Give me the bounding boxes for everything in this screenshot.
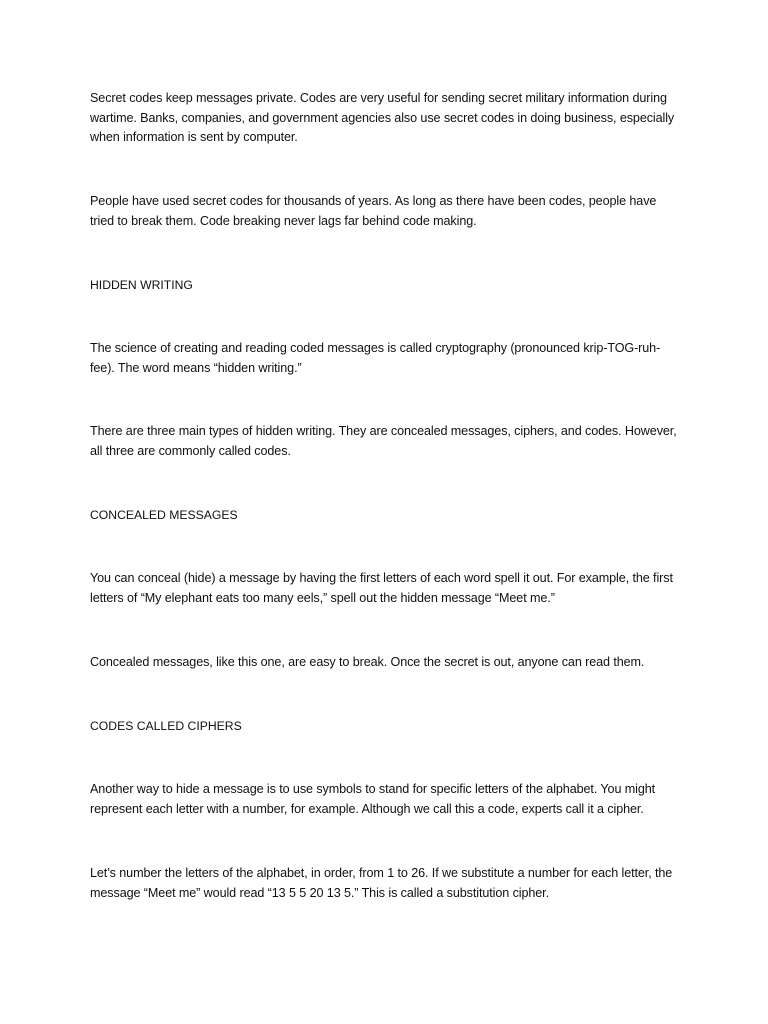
history-paragraph: People have used secret codes for thousands of years. As long as there have been codes, people have tried to break them. Code breaking never lags far behind code making.	[90, 194, 657, 228]
intro-paragraph: Secret codes keep messages private. Codes are very useful for sending secret military information during wartime. Banks, companies, and government agencies also use secret codes in doing business, especially when information is sent by computer.	[90, 91, 675, 144]
cipher-intro-paragraph: Another way to hide a message is to use symbols to stand for specific letters of the alphabet. You might represent each letter with a number, for example. Although we call this a code, experts call it a cipher.	[90, 782, 656, 816]
section-heading-concealed-messages: CONCEALED MESSAGES	[90, 508, 238, 522]
concealed-break-paragraph: Concealed messages, like this one, are easy to break. Once the secret is out, anyone can read them.	[90, 655, 645, 669]
section-heading-codes-called-ciphers: CODES CALLED CIPHERS	[90, 719, 242, 733]
substitution-cipher-paragraph: Let’s number the letters of the alphabet, in order, from 1 to 26. If we substitute a number for each letter, the message “Meet me” would read “13 5 5 20 13 5.” This is called a substitution cipher.	[90, 866, 673, 900]
cryptography-paragraph: The science of creating and reading coded messages is called cryptography (pronounced krip-TOG-ruh-fee). The word means “hidden writing.”	[90, 341, 661, 375]
concealed-example-paragraph: You can conceal (hide) a message by having the first letters of each word spell it out. For example, the first letters of “My elephant eats too many eels,” spell out the hidden message “Meet me.”	[90, 571, 673, 605]
section-heading-hidden-writing: HIDDEN WRITING	[90, 278, 193, 292]
types-paragraph: There are three main types of hidden writing. They are concealed messages, ciphers, and codes. However, all three are commonly called codes.	[90, 424, 677, 458]
